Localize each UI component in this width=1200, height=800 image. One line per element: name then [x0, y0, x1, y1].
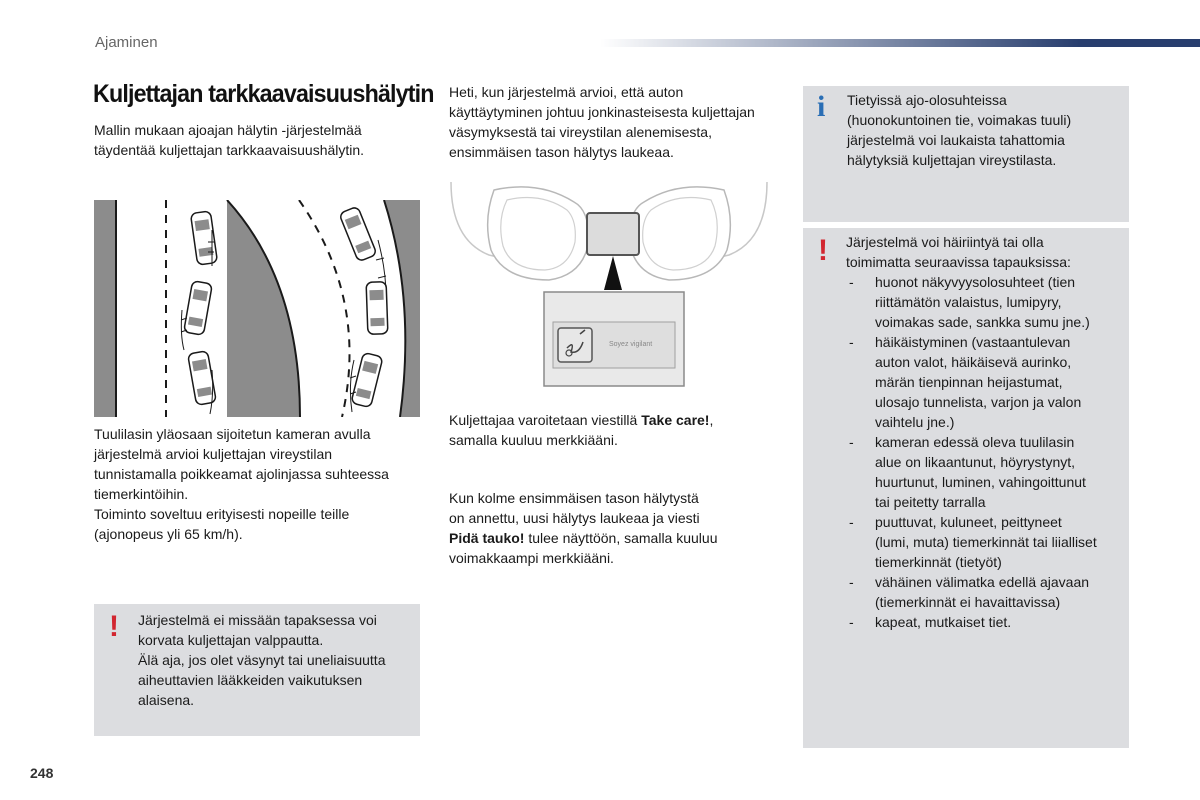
intro-text: [94, 120, 364, 160]
text-line: Kun kolme ensimmäisen tason hälytystä: [449, 490, 699, 506]
take-care-message: Take care!: [641, 412, 710, 428]
text-line: järjestelmä voi laukaista tahattomia: [847, 132, 1065, 148]
take-break-message: Pidä tauko!: [449, 530, 525, 546]
disturbance-list: [846, 272, 1097, 632]
text-line: märän tienpinnan heijastumat,: [875, 374, 1063, 390]
warning-icon: !: [109, 610, 119, 643]
text-line: - häikäistyminen (vastaantulevan: [875, 334, 1071, 350]
text-line: samalla kuuluu merkkiääni.: [449, 432, 618, 448]
list-item: [846, 512, 1097, 572]
text-line: - huonot näkyvyysolosuhteet (tien: [875, 274, 1076, 290]
text-line: huurtunut, luminen, vahingoittunut: [875, 474, 1086, 490]
info-note-text: [847, 90, 1071, 170]
warning-icon: !: [818, 234, 828, 267]
alert-text: [449, 410, 713, 450]
page-number: 248: [30, 765, 54, 781]
disturbance-note-text: [846, 232, 1097, 632]
text-line: (huonokuntoinen tie, voimakas tuuli): [847, 112, 1072, 128]
road-edge-left: [94, 200, 116, 417]
warning-note-text: [138, 610, 385, 710]
text-line: voimakkaampi merkkiääni.: [449, 550, 614, 566]
text-line: Tuulilasin yläosaan sijoitetun kameran avulla: [94, 426, 371, 442]
intro-line: täydentää kuljettajan tarkkaavaisuushälytin.: [94, 142, 365, 158]
text-line: toimimatta seuraavissa tapauksissa:: [846, 254, 1071, 270]
display-message: Soyez vigilant: [609, 341, 653, 348]
text-line: auton valot, häikäisevä aurinko,: [875, 354, 1072, 370]
text-line: Järjestelmä ei missään tapaksessa voi: [138, 612, 377, 628]
text-line: Älä aja, jos olet väsynyt tai uneliaisuutta: [138, 652, 386, 668]
text-line: tai peitetty tarralla: [875, 494, 986, 510]
list-item: [846, 612, 1097, 632]
text-line: - kapeat, mutkaiset tiet.: [875, 614, 1012, 630]
instrument-cluster-illustration: [449, 180, 769, 388]
text-line: Tietyissä ajo-olosuhteissa: [847, 92, 1007, 108]
page-title: Kuljettajan tarkkaavaisuushälytin: [93, 80, 434, 108]
list-item: [846, 432, 1097, 512]
text-line: (tiemerkinnät ei havaittavissa): [875, 594, 1061, 610]
text-line: hälytyksiä kuljettajan vireystilasta.: [847, 152, 1057, 168]
text-span: Kuljettajaa varoitetaan viestillä: [449, 412, 642, 428]
alert-line-1: [449, 410, 713, 430]
text-line: aiheuttavien lääkkeiden vaikutuksen: [138, 672, 363, 688]
text-line: järjestelmä arvioi kuljettajan vireystilan: [94, 446, 333, 462]
level2-text: [449, 488, 717, 568]
level2-line-3: [449, 528, 717, 548]
text-line: ensimmäisen tason hälytys laukeaa.: [449, 144, 674, 160]
text-line: - kameran edessä oleva tuulilasin: [875, 434, 1075, 450]
text-line: (ajonopeus yli 65 km/h).: [94, 526, 243, 542]
section-title: Ajaminen: [95, 34, 158, 51]
text-span: tulee näyttöön, samalla kuuluu: [524, 530, 718, 546]
list-item: [846, 272, 1097, 332]
header-bar: [600, 39, 1200, 47]
text-line: tunnistamalla poikkeamat ajolinjassa suhteessa: [94, 466, 389, 482]
info-icon: i: [817, 90, 826, 123]
list-item: [846, 572, 1097, 612]
text-line: - vähäinen välimatka edellä ajavaan: [875, 574, 1090, 590]
list-item: [846, 332, 1097, 432]
detection-paragraph: [449, 82, 755, 162]
cluster-screen: [587, 213, 639, 255]
text-line: vaihtelu jne.): [875, 414, 955, 430]
text-line: Heti, kun järjestelmä arvioi, että auton: [449, 84, 684, 100]
text-line: alue on likaantunut, höyrystynyt,: [875, 454, 1076, 470]
text-line: Järjestelmä voi häiriintyä tai olla: [846, 234, 1044, 250]
info-note: [803, 86, 1129, 222]
text-line: - puuttuvat, kuluneet, peittyneet: [875, 514, 1062, 530]
text-line: alaisena.: [138, 692, 195, 708]
text-line: on annettu, uusi hälytys laukeaa ja viesti: [449, 510, 700, 526]
pointer-arrow: [604, 256, 622, 290]
disturbance-note: [803, 228, 1129, 748]
text-line: tiemerkintöihin.: [94, 486, 189, 502]
text-line: riittämätön valaistus, lumipyry,: [875, 294, 1062, 310]
warning-note: [94, 604, 420, 736]
text-line: Toiminto soveltuu erityisesti nopeille teille: [94, 506, 350, 522]
text-line: (lumi, muta) tiemerkinnät tai liialliset: [875, 534, 1097, 550]
coffee-cup-icon: [558, 328, 592, 362]
text-line: voimakas sade, sankka sumu jne.): [875, 314, 1090, 330]
camera-description: [94, 424, 389, 544]
text-line: ulosajo tunnelista, varjon ja valon: [875, 394, 1082, 410]
text-line: väsymyksestä tai vireystilan alenemisesta,: [449, 124, 712, 140]
intro-line: Mallin mukaan ajoajan hälytin -järjestelmää: [94, 122, 362, 138]
text-line: tiemerkinnät (tietyöt): [875, 554, 1002, 570]
text-span: ,: [709, 412, 714, 428]
text-line: käyttäytyminen johtuu jonkinasteisesta kuljettajan: [449, 104, 755, 120]
text-line: korvata kuljettajan valppautta.: [138, 632, 324, 648]
lane-drift-illustration: [94, 200, 420, 417]
